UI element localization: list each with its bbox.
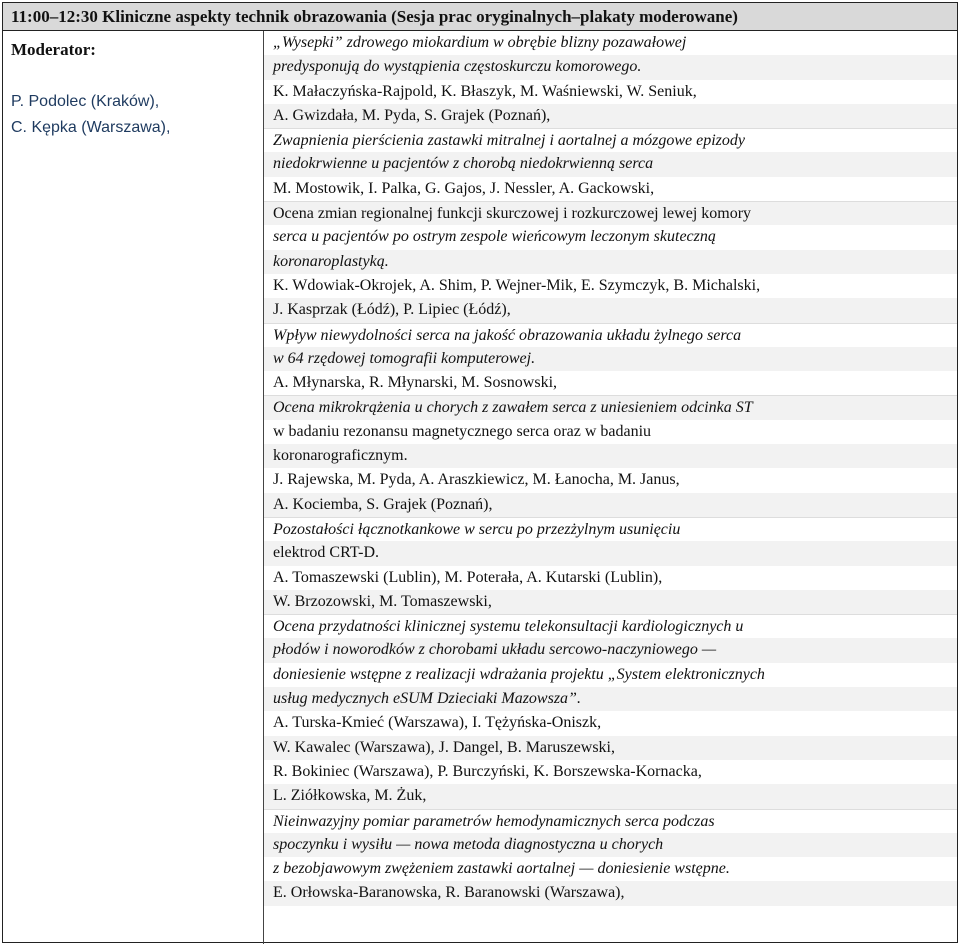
author-line: K. Małaczyńska-Rajpold, K. Błaszyk, M. Waśniewski, W. Seniuk, xyxy=(273,82,697,100)
presentation-title-line: Pozostałości łącznotkankowe w sercu po przezżylnym usunięciu xyxy=(264,517,957,541)
presentation-title-line: „Wysepki” zdrowego miokardium w obrębie blizny pozawałowej xyxy=(273,34,687,51)
presentation-title-line: doniesienie wstępne z realizacji wdrażania projektu „System elektronicznych xyxy=(273,665,765,683)
author-line: A. Turska-Kmieć (Warszawa), I. Tężyńska-Oniszk, xyxy=(273,714,602,732)
moderator-column xyxy=(11,39,261,143)
author-line: J. Rajewska, M. Pyda, A. Araszkiewicz, M. Łanocha, M. Janus, xyxy=(273,471,680,489)
presentation-title-line: spoczynku i wysiłu — nowa metoda diagnostyczna u chorych xyxy=(264,833,957,857)
presentation-title-line: z bezobjawowym zwężeniem zastawki aortalnej — doniesienie wstępne. xyxy=(273,860,730,878)
presentation-title-line: koronaroplastyką. xyxy=(264,250,957,274)
presentation-title-line: Ocena mikrokrążenia u chorych z zawałem serca z uniesieniem odcinka ST xyxy=(264,395,957,419)
author-line: E. Orłowska-Baranowska, R. Baranowski (Warszawa), xyxy=(264,881,957,905)
chair-name: C. Kępka (Warszawa), xyxy=(11,119,171,136)
presentation-title-line: w badaniu rezonansu magnetycznego serca oraz w badaniu xyxy=(273,422,652,440)
author-line: A. Kociemba, S. Grajek (Poznań), xyxy=(264,493,957,517)
presentation-title-line: Wpływ niewydolności serca na jakość obrazowania układu żylnego serca xyxy=(264,323,957,347)
presentation-title-line: serca u pacjentów po ostrym zespole wieńcowym leczonym skuteczną xyxy=(273,228,716,246)
moderator-label: Moderator: xyxy=(11,40,96,59)
presentation-title-line: elektrod CRT-D. xyxy=(264,541,957,565)
author-line: J. Kasprzak (Łódź), P. Lipiec (Łódź), xyxy=(264,298,957,322)
author-line: K. Wdowiak-Okrojek, A. Shim, P. Wejner-Mik, E. Szymczyk, B. Michalski, xyxy=(273,276,761,294)
presentation-title-line: Ocena przydatności klinicznej systemu telekonsultacji kardiologicznych u xyxy=(264,614,957,638)
presentation-title-line: niedokrwienne u pacjentów z chorobą niedokrwienną serca xyxy=(264,152,957,176)
presentation-title-line: koronarograficznym. xyxy=(264,444,957,468)
presentation-title-line: Ocena zmian regionalnej funkcji skurczowej i rozkurczowej lewej komory xyxy=(264,201,957,225)
author-line: A. Tomaszewski (Lublin), M. Poterała, A. Kutarski (Lublin), xyxy=(273,568,663,586)
presentation-title-line: w 64 rzędowej tomografii komputerowej. xyxy=(264,347,957,371)
author-line: A. Młynarska, R. Młynarski, M. Sosnowski, xyxy=(273,374,558,392)
author-line: A. Gwizdała, M. Pyda, S. Grajek (Poznań), xyxy=(264,104,957,128)
author-line: W. Brzozowski, M. Tomaszewski, xyxy=(264,590,957,614)
presentation-title-line: Nieinwazyjny pomiar parametrów hemodynamicznych serca podczas xyxy=(264,809,957,833)
author-line: W. Kawalec (Warszawa), J. Dangel, B. Maruszewski, xyxy=(264,736,957,760)
chair-name: P. Podolec (Kraków), xyxy=(11,93,160,110)
presentation-title-line: Zwapnienia pierścienia zastawki mitralnej i aortalnej a mózgowe epizody xyxy=(264,128,957,152)
presentation-title-line: płodów i noworodków z chorobami układu sercowo-naczyniowego — xyxy=(264,638,957,662)
author-line: M. Mostowik, I. Palka, G. Gajos, J. Nessler, A. Gackowski, xyxy=(273,179,655,197)
presentation-title-line: usług medycznych eSUM Dzieciaki Mazowsza”. xyxy=(264,687,957,711)
session-header: 11:00–12:30 Kliniczne aspekty technik obrazowania (Sesja prac oryginalnych–plakaty moderowane) xyxy=(3,3,957,31)
presentation-title-line: predysponują do wystąpienia częstoskurczu komorowego. xyxy=(264,55,957,79)
presentations-column xyxy=(264,31,957,906)
author-line: L. Ziółkowska, M. Żuk, xyxy=(264,784,957,808)
author-line: R. Bokiniec (Warszawa), P. Burczyński, K. Borszewska-Kornacka, xyxy=(273,762,702,780)
session-table xyxy=(2,2,958,943)
